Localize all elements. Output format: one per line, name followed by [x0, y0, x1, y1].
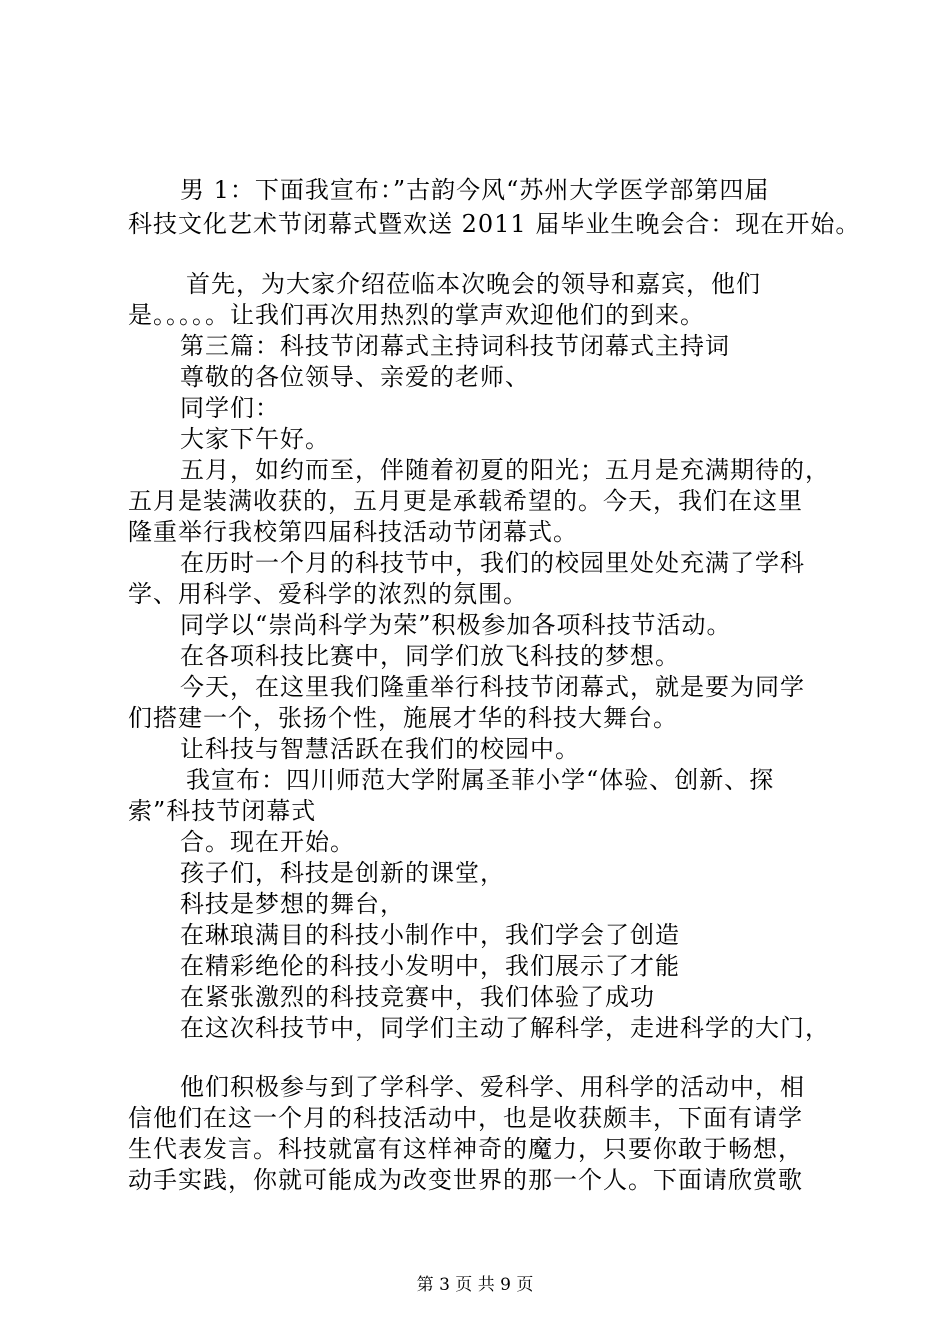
- text-line: 同学以“崇尚科学为荣”积极参加各项科技节活动。: [180, 611, 732, 639]
- text-line: 尊敬的各位领导、亲爱的老师、: [180, 363, 530, 391]
- text-line: 动手实践，你就可能成为改变世界的那一个人。下面请欣赏歌: [128, 1166, 803, 1194]
- text-line: 同学们：: [180, 394, 280, 422]
- text-line: 索”科技节闭幕式: [128, 797, 317, 825]
- text-line: 在历时一个月的科技节中，我们的校园里处处充满了学科: [180, 549, 805, 577]
- text-line: 信他们在这一个月的科技活动中，也是收获颇丰，下面有请学: [128, 1104, 803, 1132]
- text-line: 们搭建一个，张扬个性，施展才华的科技大舞台。: [128, 704, 678, 732]
- text-line: 合。现在开始。: [180, 828, 355, 856]
- text-line: 男 1：下面我宣布：”古韵今风“苏州大学医学部第四届: [180, 176, 770, 204]
- text-line: 大家下午好。: [180, 425, 330, 453]
- text-line: 科技文化艺术节闭幕式暨欢送 2011 届毕业生晚会合：现在开始。: [128, 210, 861, 238]
- text-line: 科技是梦想的舞台，: [180, 890, 405, 918]
- section-heading: 第三篇：科技节闭幕式主持词科技节闭幕式主持词: [180, 332, 730, 360]
- text-line: 生代表发言。科技就富有这样神奇的魔力，只要你敢于畅想，: [128, 1135, 803, 1163]
- page-number: 第 3 页 共 9 页: [416, 1275, 534, 1295]
- text-line: 在这次科技节中，同学们主动了解科学，走进科学的大门，: [180, 1014, 830, 1042]
- text-line: 五月是装满收获的，五月更是承载希望的。今天，我们在这里: [128, 487, 803, 515]
- text-line: 让科技与智慧活跃在我们的校园中。: [180, 735, 580, 763]
- text-line: 学、用科学、爱科学的浓烈的氛围。: [128, 580, 528, 608]
- text-line: 在精彩绝伦的科技小发明中，我们展示了才能: [180, 952, 680, 980]
- text-line: 在各项科技比赛中，同学们放飞科技的梦想。: [180, 642, 680, 670]
- text-line: 今天，在这里我们隆重举行科技节闭幕式，就是要为同学: [180, 673, 805, 701]
- text-line: 五月，如约而至，伴随着初夏的阳光；五月是充满期待的，: [180, 456, 830, 484]
- text-line: 在紧张激烈的科技竞赛中，我们体验了成功: [180, 983, 655, 1011]
- text-line: 他们积极参与到了学科学、爱科学、用科学的活动中，相: [180, 1073, 805, 1101]
- text-line: 我宣布：四川师范大学附属圣菲小学“体验、创新、探: [186, 766, 775, 794]
- text-line: 是。。。。。让我们再次用热烈的掌声欢迎他们的到来。: [128, 301, 705, 329]
- text-line: 孩子们，科技是创新的课堂，: [180, 859, 505, 887]
- text-line: 首先，为大家介绍莅临本次晚会的领导和嘉宾，他们: [186, 270, 761, 298]
- text-line: 在琳琅满目的科技小制作中，我们学会了创造: [180, 921, 680, 949]
- text-line: 隆重举行我校第四届科技活动节闭幕式。: [128, 518, 578, 546]
